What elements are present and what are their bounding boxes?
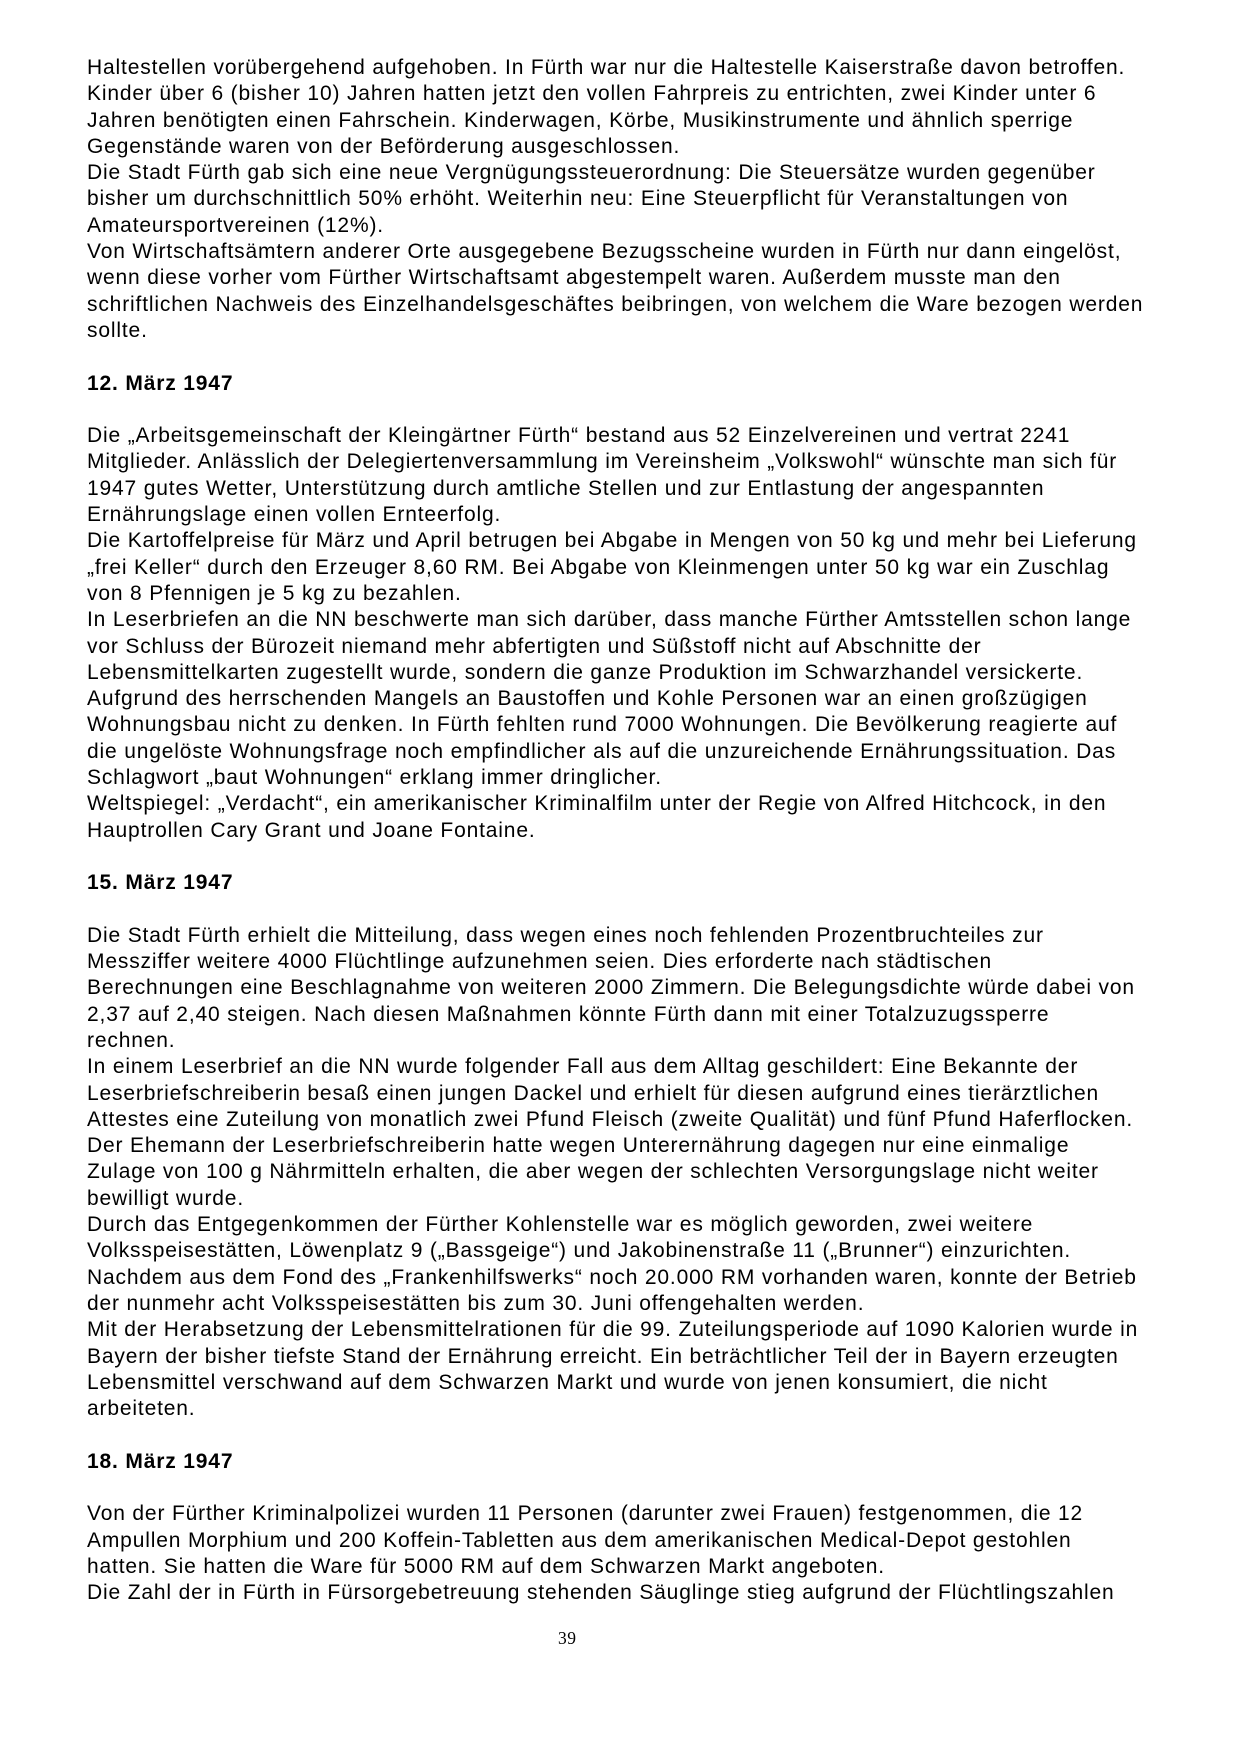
text-line: arbeiteten. <box>87 1397 196 1421</box>
text-line: In Leserbriefen an die NN beschwerte man sich darüber, dass manche Fürther Amtsstellen schon lange <box>87 608 1132 632</box>
text-line: von 8 Pfennigen je 5 kg zu bezahlen. <box>87 581 462 605</box>
text-line: Messziffer weitere 4000 Flüchtlinge aufzunehmen seien. Dies erforderte nach städtischen <box>87 950 992 974</box>
text-line: „frei Keller“ durch den Erzeuger 8,60 RM. Bei Abgabe von Kleinmengen unter 50 kg war ein Zuschlag <box>87 555 1110 579</box>
text-line: Nachdem aus dem Fond des „Frankenhilfswerks“ noch 20.000 RM vorhanden waren, konnte der Betrieb <box>87 1265 1137 1289</box>
text-line: die ungelöste Wohnungsfrage noch empfindlicher als auf die unzureichende Ernährungssituation. Das <box>87 739 1117 763</box>
text-line: Die Zahl der in Fürth in Fürsorgebetreuung stehenden Säuglinge stieg aufgrund der Flüchtlingszahlen <box>87 1581 1115 1605</box>
text-line: Amateursportvereinen (12%). <box>87 213 384 237</box>
paragraph <box>87 1501 1179 1606</box>
document-text <box>87 55 1179 1607</box>
text-line: Ernährungslage einen vollen Ernteerfolg. <box>87 503 502 527</box>
text-line: hatten. Sie hatten die Ware für 5000 RM auf dem Schwarzen Markt angeboten. <box>87 1554 885 1578</box>
text-line: Lebensmittel verschwand auf dem Schwarzen Markt und wurde von jenen konsumiert, die nicht <box>87 1370 1048 1394</box>
text-line: Die Stadt Fürth erhielt die Mitteilung, dass wegen eines noch fehlenden Prozentbruchteiles zur <box>87 923 1044 947</box>
text-line: Haltestellen vorübergehend aufgehoben. In Fürth war nur die Haltestelle Kaiserstraße davon betroffen. <box>87 56 1126 79</box>
text-line: sollte. <box>87 318 148 342</box>
text-line: 2,37 auf 2,40 steigen. Nach diesen Maßnahmen könnte Fürth dann mit einer Totalzuzugssperre <box>87 1002 1050 1026</box>
text-line: Gegenstände waren von der Beförderung ausgeschlossen. <box>87 134 681 158</box>
text-line: Die Stadt Fürth gab sich eine neue Vergnügungssteuerordnung: Die Steuersätze wurden gegenüber <box>87 161 1096 185</box>
date-heading: 18. März 1947 <box>87 1449 234 1473</box>
text-line: Volksspeisestätten, Löwenplatz 9 („Bassgeige“) und Jakobinenstraße 11 („Brunner“) einzurichten. <box>87 1239 1072 1263</box>
text-line: Mitglieder. Anlässlich der Delegiertenversammlung im Vereinsheim „Volkswohl“ wünschte man sich für <box>87 450 1118 474</box>
text-line: Die „Arbeitsgemeinschaft der Kleingärtner Fürth“ bestand aus 52 Einzelvereinen und vertrat 2241 <box>87 424 1071 448</box>
text-line: Berechnungen eine Beschlagnahme von weiteren 2000 Zimmern. Die Belegungsdichte würde dabei von <box>87 976 1135 1000</box>
date-heading: 15. März 1947 <box>87 871 234 895</box>
text-line: Ampullen Morphium und 200 Koffein-Tabletten aus dem amerikanischen Medical-Depot gestohlen <box>87 1528 1072 1552</box>
text-line: In einem Leserbrief an die NN wurde folgender Fall aus dem Alltag geschildert: Eine Bekannte der <box>87 1055 1079 1079</box>
text-line: Von Wirtschaftsämtern anderer Orte ausgegebene Bezugsscheine wurden in Fürth nur dann eingelöst, <box>87 240 1122 264</box>
text-line: 1947 gutes Wetter, Unterstützung durch amtliche Stellen und zur Entlastung der angespannten <box>87 476 1045 500</box>
text-line: Durch das Entgegenkommen der Fürther Kohlenstelle war es möglich geworden, zwei weitere <box>87 1213 1034 1237</box>
text-line: Der Ehemann der Leserbriefschreiberin hatte wegen Unterernährung dagegen nur eine einmalige <box>87 1134 1070 1158</box>
text-line: rechnen. <box>87 1028 176 1052</box>
text-line: Weltspiegel: „Verdacht“, ein amerikanischer Kriminalfilm unter der Regie von Alfred Hitchcock, in den <box>87 792 1107 816</box>
text-line: Die Kartoffelpreise für März und April betrugen bei Abgabe in Mengen von 50 kg und mehr bei Lieferung <box>87 529 1137 553</box>
paragraph <box>87 423 1179 844</box>
text-line: bisher um durchschnittlich 50% erhöht. Weiterhin neu: Eine Steuerpflicht für Veranstaltungen von <box>87 187 1069 211</box>
text-line: Wohnungsbau nicht zu denken. In Fürth fehlten rund 7000 Wohnungen. Die Bevölkerung reagierte auf <box>87 713 1118 737</box>
date-heading: 12. März 1947 <box>87 371 234 395</box>
text-line: Lebensmittelkarten zugestellt wurde, sondern die ganze Produktion im Schwarzhandel versickerte. <box>87 660 1084 684</box>
text-line: Von der Fürther Kriminalpolizei wurden 11 Personen (darunter zwei Frauen) festgenommen, die 12 <box>87 1502 1084 1526</box>
text-line: Kinder über 6 (bisher 10) Jahren hatten jetzt den vollen Fahrpreis zu entrichten, zwei Kinder unter 6 <box>87 82 1097 106</box>
paragraph <box>87 55 1179 344</box>
paragraph <box>87 923 1179 1423</box>
text-line: Attestes eine Zuteilung von monatlich zwei Pfund Fleisch (zweite Qualität) und fünf Pfund Haferflocken. <box>87 1107 1134 1131</box>
text-line: Leserbriefschreiberin besaß einen jungen Dackel und erhielt für diesen aufgrund eines tierärztlichen <box>87 1081 1100 1105</box>
text-line: Aufgrund des herrschenden Mangels an Baustoffen und Kohle Personen war an einen großzügigen <box>87 687 1088 711</box>
text-line: Jahren benötigten einen Fahrschein. Kinderwagen, Körbe, Musikinstrumente und ähnlich sperrige <box>87 108 1074 132</box>
text-line: bewilligt wurde. <box>87 1186 245 1210</box>
page-number: 39 <box>558 1627 577 1648</box>
text-line: Zulage von 100 g Nährmitteln erhalten, die aber wegen der schlechten Versorgungslage nicht weiter <box>87 1160 1099 1184</box>
text-line: Schlagwort „baut Wohnungen“ erklang immer dringlicher. <box>87 766 662 790</box>
text-line: Bayern der bisher tiefste Stand der Ernährung erreicht. Ein beträchtlicher Teil der in Bayern erzeugten <box>87 1344 1119 1368</box>
text-line: Mit der Herabsetzung der Lebensmittelrationen für die 99. Zuteilungsperiode auf 1090 Kalorien wurde in <box>87 1318 1139 1342</box>
text-line: Hauptrollen Cary Grant und Joane Fontaine. <box>87 818 536 842</box>
text-line: schriftlichen Nachweis des Einzelhandelsgeschäftes beibringen, von welchem die Ware bezogen werden <box>87 292 1144 316</box>
text-line: wenn diese vorher vom Fürther Wirtschaftsamt abgestempelt waren. Außerdem musste man den <box>87 266 1061 290</box>
text-line: der nunmehr acht Volksspeisestätten bis zum 30. Juni offengehalten werden. <box>87 1291 865 1315</box>
text-line: vor Schluss der Bürozeit niemand mehr abfertigten und Süßstoff nicht auf Abschnitte der <box>87 634 982 658</box>
